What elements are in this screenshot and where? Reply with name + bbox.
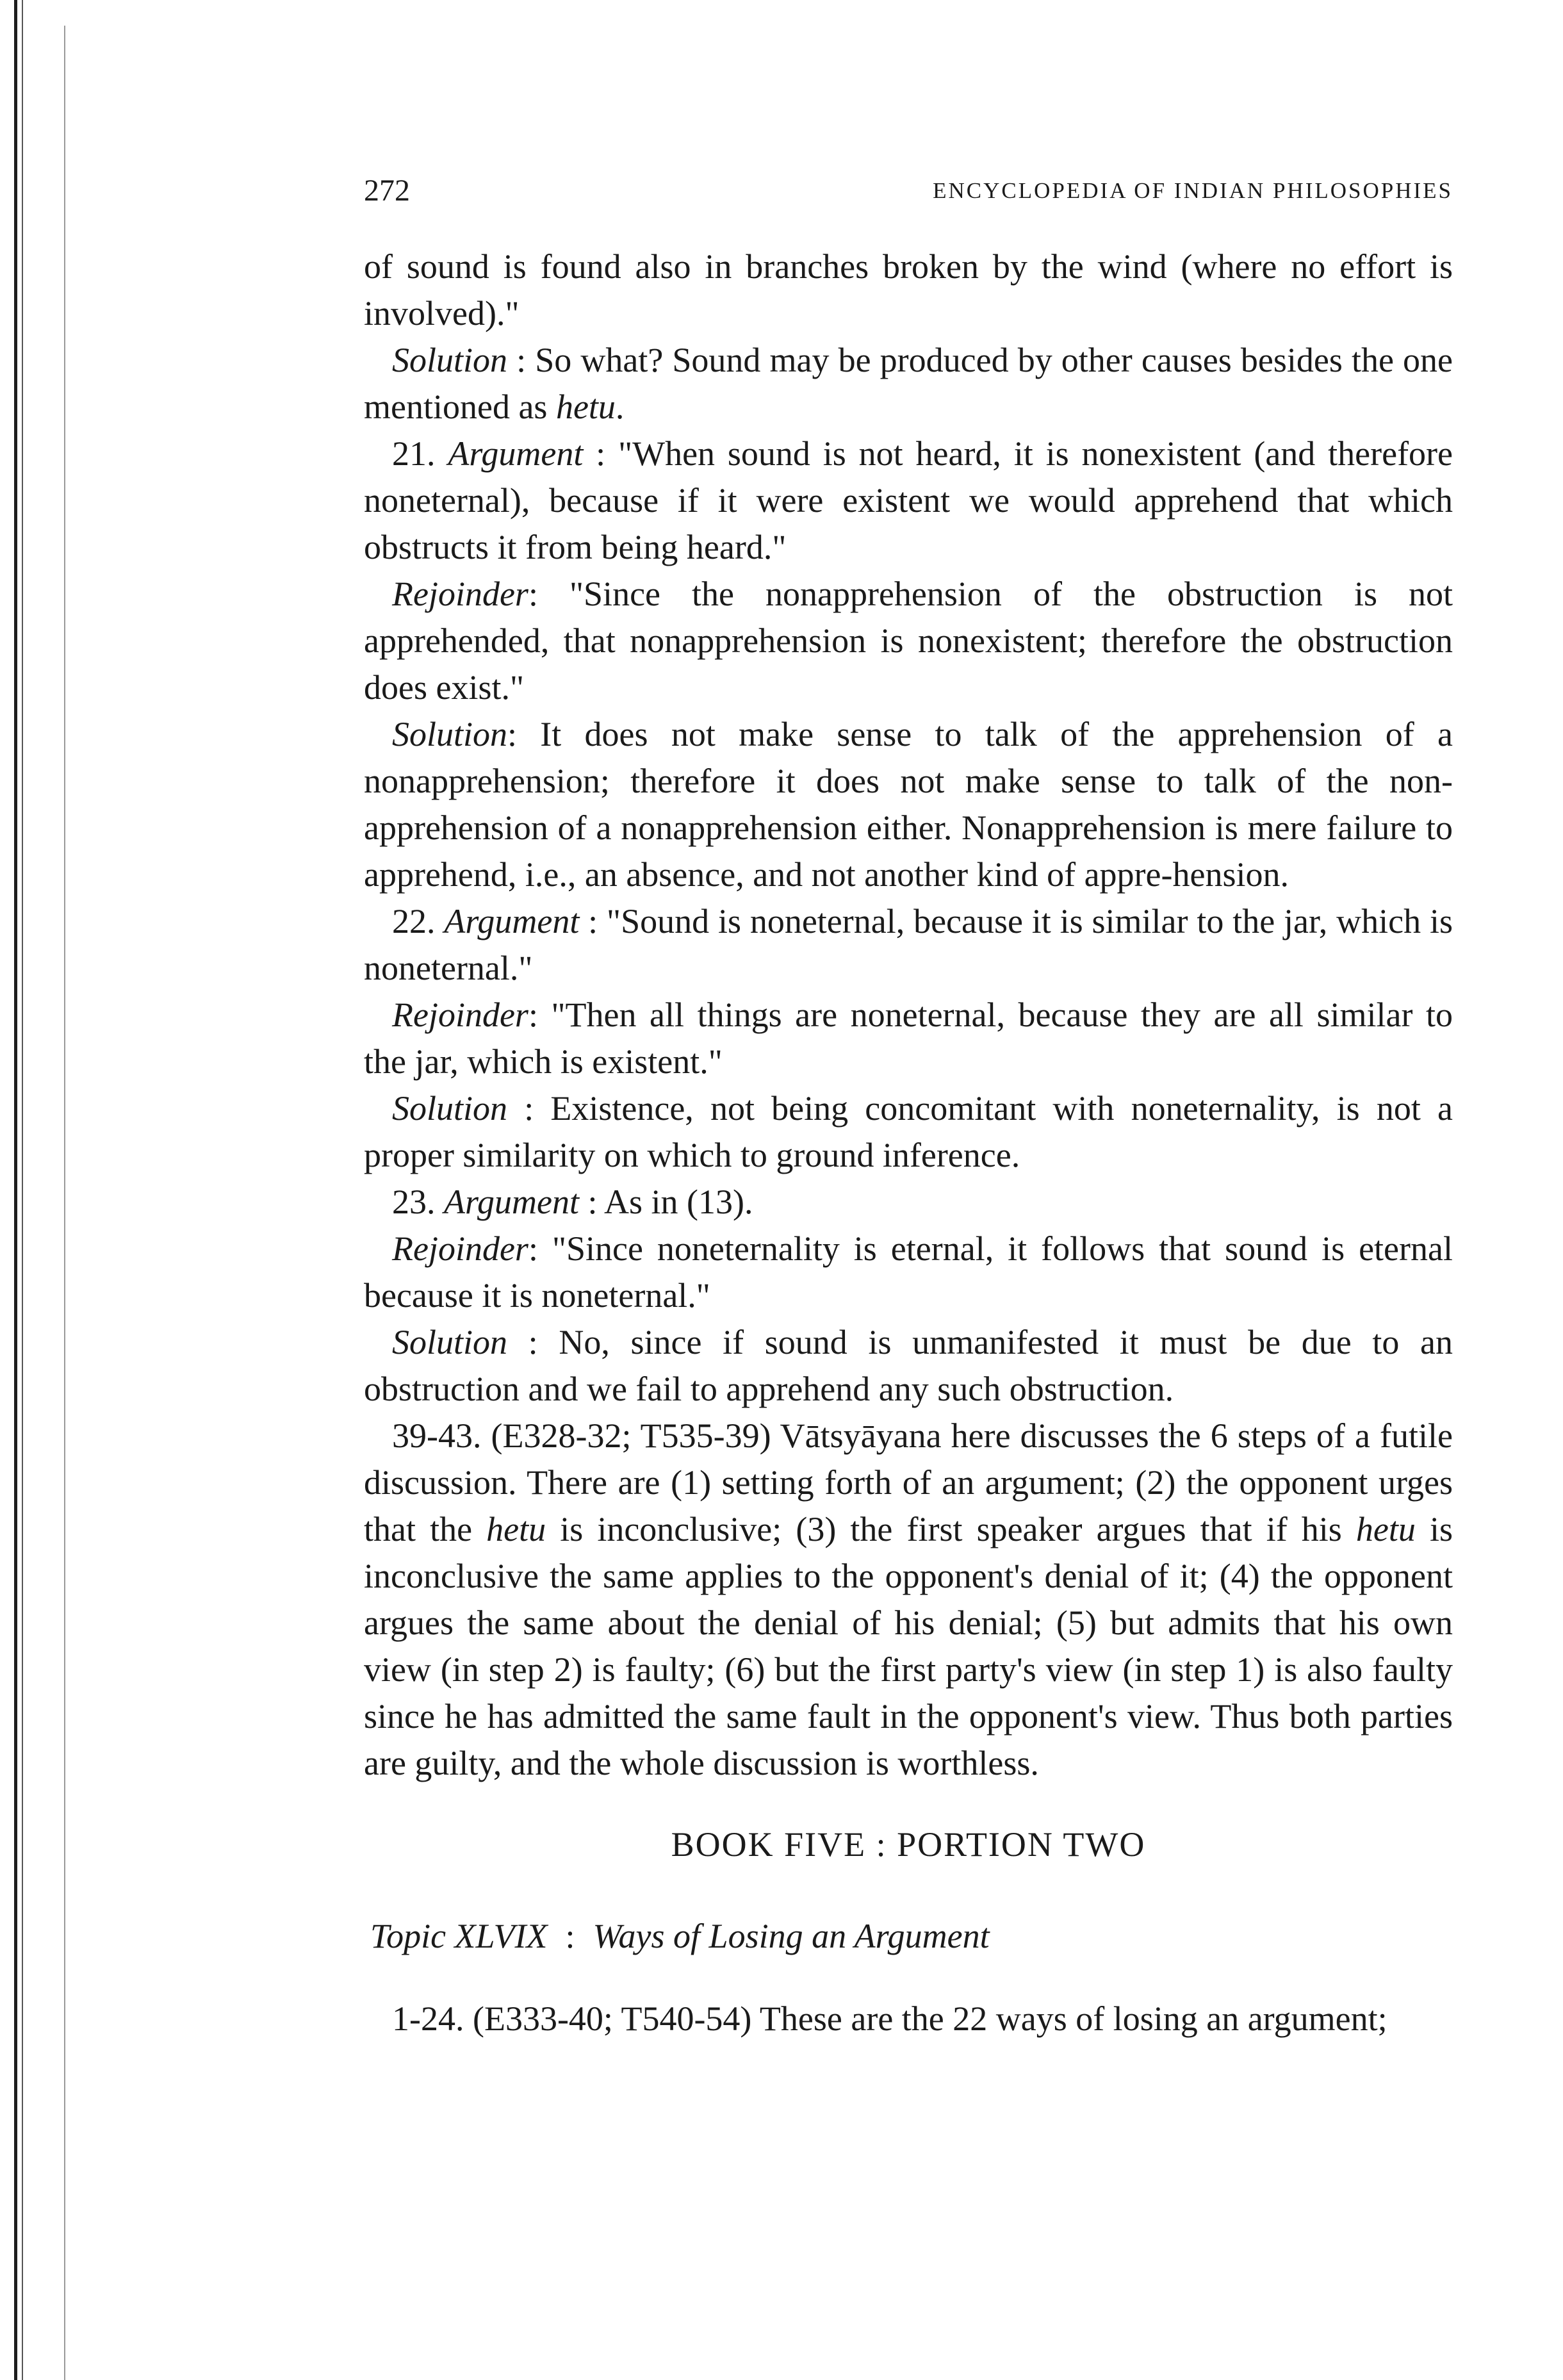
paragraph-text: "When sound is not heard, it is nonexistent (and therefore noneternal), because if it were existent we would apprehend that which obstructs it from being heard." — [364, 434, 1453, 566]
solution-label: Solution — [392, 1323, 508, 1361]
argument-label: Argument — [444, 1183, 579, 1221]
solution-label: Solution — [392, 341, 508, 379]
page-header — [364, 173, 1453, 211]
paragraph-text: "Since noneternality is eternal, it follows that sound is eternal because it is noneternal." — [364, 1229, 1453, 1315]
paragraph-text: is inconclusive the same applies to the opponent's denial of it; (4) the opponent argues the same about the denial of his denial; (5) but admits that his own view (in step 2) is faulty; (6) but the first party's view (in step 1) is also faulty since he has admitted the same fault in the opponent's view. Thus both parties are guilty, and the whole discussion is worthless. — [364, 1510, 1453, 1782]
paragraph-text: is inconclusive; (3) the first speaker argues that if his — [546, 1510, 1356, 1548]
paragraph — [364, 431, 1453, 571]
paragraph — [364, 1319, 1453, 1413]
italic-term: hetu — [555, 388, 616, 426]
rejoinder-label: Rejoinder — [392, 575, 528, 613]
binding-line — [64, 26, 65, 2380]
paragraph-text: 1-24. (E333-40; T540-54) These are the 22 ways of losing an argument; — [392, 1999, 1387, 2038]
paragraph — [364, 1085, 1453, 1179]
paragraph-text: "Sound is noneternal, because it is similar to the jar, which is noneternal." — [364, 902, 1453, 987]
paragraph — [364, 711, 1453, 898]
label-separator: : — [565, 1917, 575, 1955]
paragraph-text: As in (13). — [604, 1183, 753, 1221]
italic-term: hetu — [486, 1510, 546, 1548]
paragraph-text: . — [615, 388, 625, 426]
paragraph — [364, 992, 1453, 1085]
paragraph-text: 39-43. (E328-32; T535-39) Vātsyāyana here discusses the 6 steps of a futile discussion. There are (1) setting forth of an argument; (2) the opponent urges that the — [364, 1416, 1453, 1548]
argument-label: Argument — [444, 902, 580, 940]
label-separator: : — [528, 575, 569, 613]
page-number: 272 — [364, 174, 410, 208]
label-separator: : — [507, 1323, 559, 1361]
paragraph — [364, 1996, 1453, 2042]
item-number: 21. — [392, 434, 448, 473]
label-separator: : — [507, 341, 536, 379]
item-number: 22. — [392, 902, 445, 940]
topic-label: Topic XLVIX — [370, 1917, 548, 1955]
solution-label: Solution — [392, 1089, 508, 1128]
label-separator: : — [583, 434, 619, 473]
paragraph — [364, 1413, 1453, 1787]
paragraph — [364, 337, 1453, 431]
running-title: ENCYCLOPEDIA OF INDIAN PHILOSOPHIES — [933, 178, 1453, 203]
label-separator: : — [579, 902, 607, 940]
paragraph — [364, 571, 1453, 711]
paragraph-text: Existence, not being concomitant with noneternality, is not a proper similarity on which to ground inference. — [364, 1089, 1453, 1174]
rejoinder-label: Rejoinder — [392, 996, 528, 1034]
paragraph — [364, 243, 1453, 337]
label-separator: : — [528, 996, 552, 1034]
rejoinder-label: Rejoinder — [392, 1229, 528, 1268]
left-edge-rule — [14, 0, 17, 2380]
paragraph — [364, 1226, 1453, 1319]
page-body — [364, 243, 1453, 2042]
italic-term: hetu — [1355, 1510, 1416, 1548]
paragraph-text: "Then all things are noneternal, because they are all similar to the jar, which is existent." — [364, 996, 1453, 1081]
paragraph-text: It does not make sense to talk of the apprehension of a nonapprehension; therefore it does not make sense to talk of the non-apprehension of a nonapprehension either. Nonapprehension is mere failure to apprehend, i.e., an absence, and not another kind of appre-hension. — [364, 715, 1453, 894]
paragraph-text: No, since if sound is unmanifested it must be due to an obstruction and we fail to apprehend any such obstruction. — [364, 1323, 1453, 1408]
topic-title: Ways of Losing an Argument — [593, 1917, 990, 1955]
argument-label: Argument — [448, 434, 584, 473]
paragraph-text: So what? Sound may be produced by other causes besides the one mentioned as — [364, 341, 1453, 426]
label-separator: : — [507, 1089, 551, 1128]
paragraph — [364, 898, 1453, 992]
paragraph — [364, 1179, 1453, 1226]
paragraph-text: "Since the nonapprehension of the obstruction is not apprehended, that nonapprehension is nonexistent; therefore the obstruction does exist." — [364, 575, 1453, 707]
label-separator: : — [528, 1229, 552, 1268]
book-heading: BOOK FIVE : PORTION TWO — [671, 1825, 1146, 1864]
left-edge-rule-thin — [22, 0, 23, 2380]
item-number: 23. — [392, 1183, 444, 1221]
paragraph-text: of sound is found also in branches broken by the wind (where no effort is involved)." — [364, 247, 1453, 332]
topic-heading — [370, 1913, 1453, 1960]
solution-label: Solution — [392, 715, 508, 753]
label-separator: : — [507, 715, 541, 753]
label-separator: : — [578, 1183, 604, 1221]
